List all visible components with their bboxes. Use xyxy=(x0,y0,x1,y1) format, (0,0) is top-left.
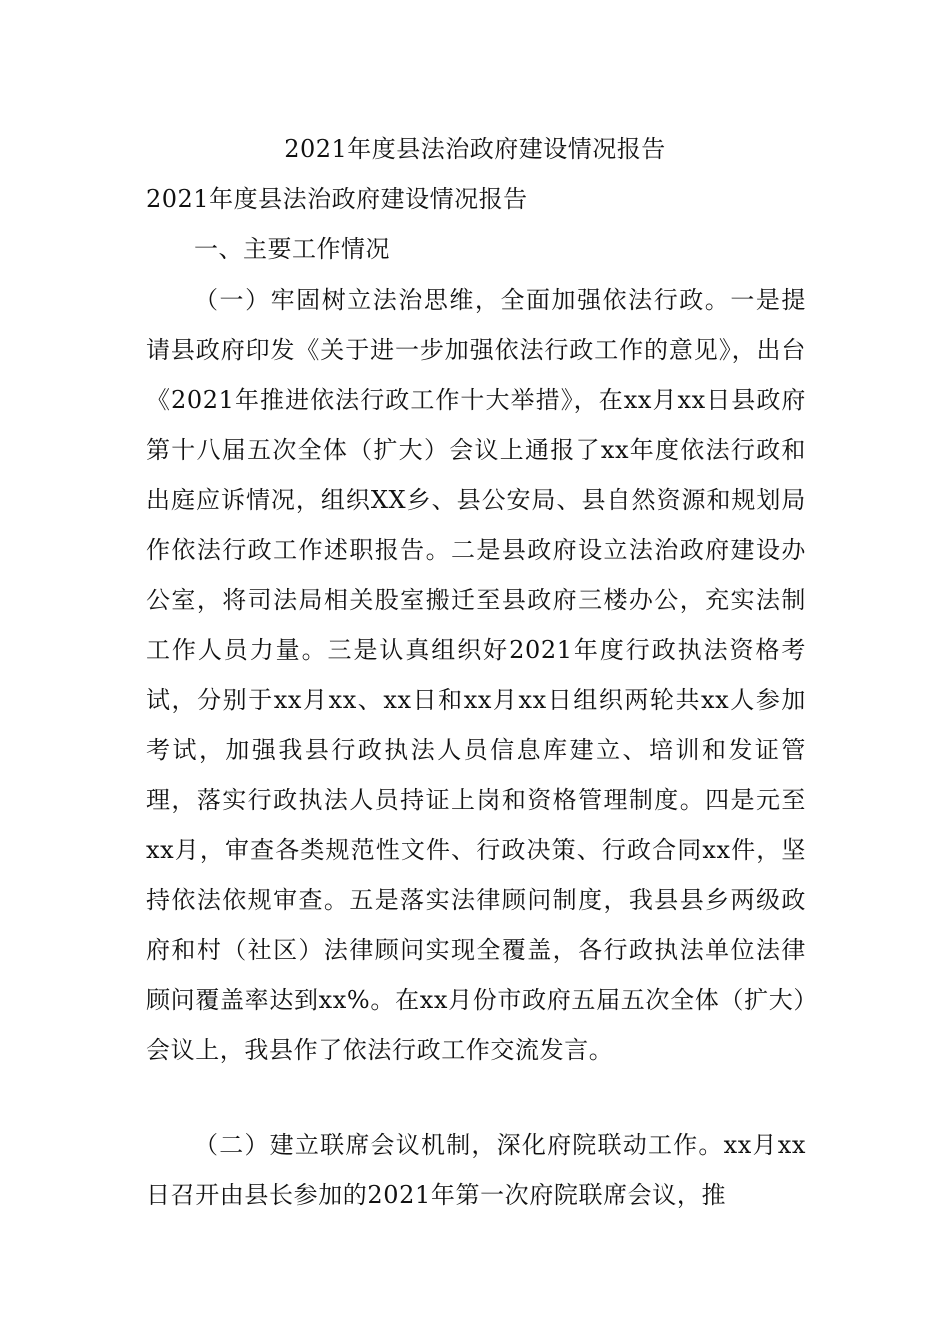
document-title: 2021年度县法治政府建设情况报告 xyxy=(284,135,666,163)
paragraph-1: （一）牢固树立法治思维，全面加强依法行政。一是提请县政府印发《关于进一步加强依法行政工作的意见》，出台《2021年推进依法行政工作十大举措》，在xx月xx日县政府第十八届五次全体（扩大）会议上通报了xx年度依法行政和出庭应诉情况，组织XX乡、县公安局、县自然资源和规划局作依法行政工作述职报告。二是县政府设立法治政府建设办公室，将司法局相关股室搬迁至县政府三楼办公，充实法制工作人员力量。三是认真组织好2021年度行政执法资格考试，分别于xx月xx、xx日和xx月xx日组织两轮共xx人参加考试，加强我县行政执法人员信息库建立、培训和发证管理，落实行政执法人员持证上岗和资格管理制度。四是元至xx月，审查各类规范性文件、行政决策、行政合同xx件，坚持依法依规审查。五是落实法律顾问制度，我县县乡两级政府和村（社区）法律顾问实现全覆盖，各行政执法单位法律顾问覆盖率达到xx%。在xx月份市政府五届五次全体（扩大）会议上，我县作了依法行政工作交流发言。 xyxy=(146,286,806,1064)
section-heading: 一、主要工作情况 xyxy=(194,235,390,263)
document-subtitle: 2021年度县法治政府建设情况报告 xyxy=(146,185,528,213)
paragraph-2: （二）建立联席会议机制，深化府院联动工作。xx月xx日召开由县长参加的2021年第一次府院联席会议，推 xyxy=(146,1131,806,1209)
